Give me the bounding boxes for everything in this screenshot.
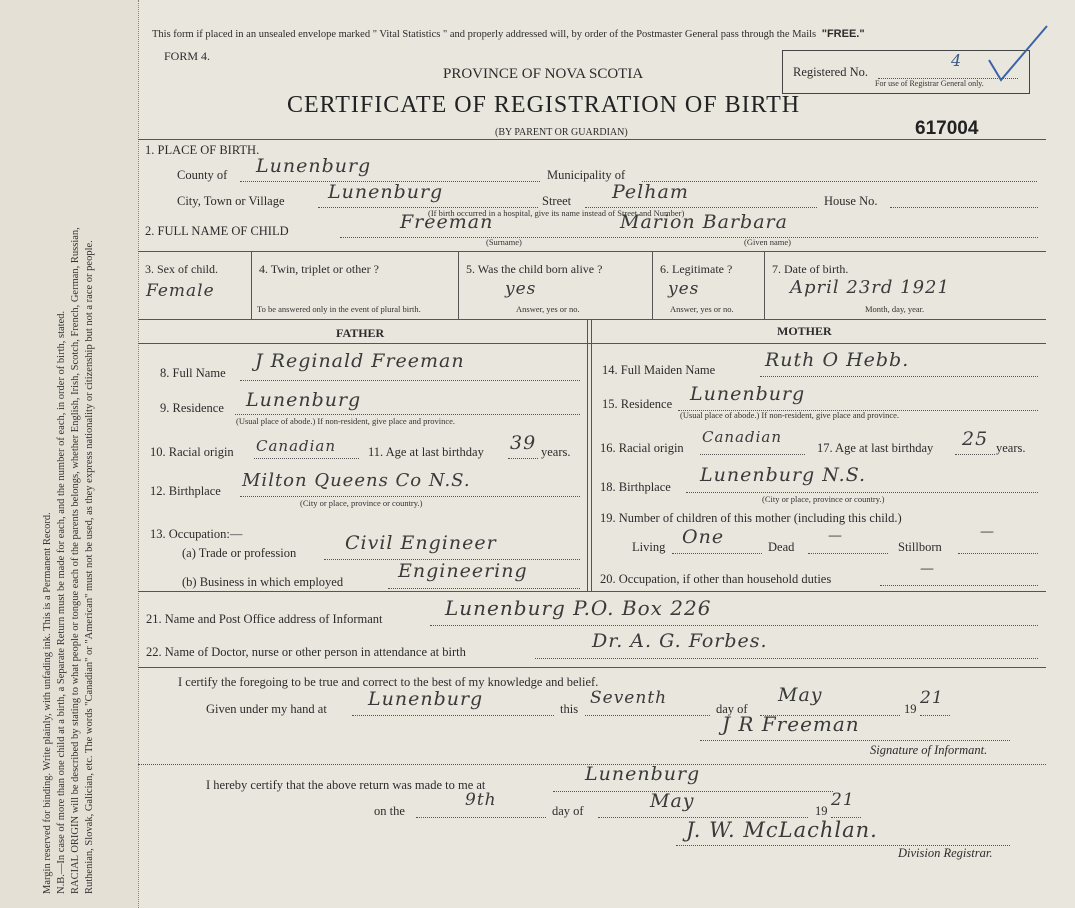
business-value: Engineering — [398, 560, 528, 582]
rule — [138, 251, 1046, 252]
certificate-title: CERTIFICATE OF REGISTRATION OF BIRTH — [287, 92, 801, 118]
street-value: Pelham — [612, 181, 689, 203]
living-value: One — [682, 526, 725, 548]
form-number: FORM 4. — [164, 49, 211, 63]
given-name-caption: (Given name) — [744, 237, 791, 247]
born-alive-value: yes — [505, 279, 537, 299]
municipality-line — [642, 181, 1037, 182]
street-label: Street — [542, 194, 572, 208]
born-alive-label: 5. Was the child born alive ? — [466, 262, 603, 276]
sex-label: 3. Sex of child. — [145, 262, 218, 276]
business-label: (b) Business in which employed — [182, 575, 344, 589]
rule — [138, 139, 1046, 140]
father-name-value: J Reginald Freeman — [255, 350, 465, 372]
father-residence-line — [235, 414, 580, 415]
father-years-label: years. — [541, 445, 571, 459]
registrar-year-value: 21 — [831, 790, 855, 810]
city-town-label: City, Town or Village — [177, 194, 285, 208]
child-name-line — [340, 237, 1038, 238]
father-birthplace-value: Milton Queens Co N.S. — [242, 470, 471, 491]
father-residence-label: 9. Residence — [160, 401, 224, 415]
child-name-label: 2. FULL NAME OF CHILD — [145, 224, 289, 238]
informant-line — [430, 625, 1038, 626]
attendant-value: Dr. A. G. Forbes. — [592, 630, 768, 652]
divider — [591, 319, 592, 591]
father-birthplace-label: 12. Birthplace — [150, 484, 221, 498]
informant-label: 21. Name and Post Office address of Informant — [146, 612, 383, 626]
business-line — [388, 588, 580, 589]
registrar-month-value: May — [650, 790, 695, 812]
date-of-birth-note: Month, day, year. — [865, 304, 925, 314]
date-of-birth-label: 7. Date of birth. — [772, 262, 849, 276]
day-of-label: day of — [716, 702, 748, 716]
mail-notice-text: This form if placed in an unsealed envelope marked " Vital Statistics " and properly addressed will, by order of the Postmaster General pass through the Mails — [152, 29, 817, 40]
mother-racial-line — [700, 454, 805, 455]
surname-caption: (Surname) — [486, 237, 522, 247]
sex-value: Female — [146, 281, 215, 301]
mother-racial-value: Canadian — [702, 428, 783, 446]
trade-label: (a) Trade or profession — [182, 546, 297, 560]
father-racial-label: 10. Racial origin — [150, 445, 234, 459]
divider — [764, 251, 765, 319]
mother-age-value: 25 — [962, 428, 989, 450]
rule — [138, 343, 1046, 344]
twin-note: To be answered only in the event of plural birth. — [257, 304, 421, 314]
province-heading: PROVINCE OF NOVA SCOTIA — [443, 66, 644, 82]
registrar-certify-text: I hereby certify that the above return was made to me at — [206, 778, 486, 792]
attendant-line — [535, 658, 1038, 659]
father-residence-value: Lunenburg — [246, 389, 362, 411]
father-residence-note: (Usual place of abode.) If non-resident, give place and province. — [236, 416, 456, 426]
given-day-line — [585, 715, 710, 716]
given-day-value: Seventh — [590, 688, 668, 708]
check-mark-icon — [985, 22, 1051, 88]
living-label: Living — [632, 540, 666, 554]
father-racial-line — [254, 458, 359, 459]
father-name-label: 8. Full Name — [160, 366, 226, 380]
mother-residence-value: Lunenburg — [690, 383, 806, 405]
mother-occupation-value: — — [920, 561, 935, 577]
legitimate-note: Answer, yes or no. — [670, 304, 734, 314]
margin-note: Margin reserved for binding. Write plainly, with unfading ink. This is a Permanent Record. — [42, 512, 53, 894]
informant-value: Lunenburg P.O. Box 226 — [445, 596, 712, 620]
mail-notice-free: "FREE." — [821, 28, 865, 40]
registrar-place-value: Lunenburg — [585, 763, 701, 785]
trade-value: Civil Engineer — [345, 532, 497, 554]
margin-note: N.B.—In case of more than one child at a birth, a Separate Return must be made for each, and the number of each, in order of birth, stated. — [56, 310, 67, 894]
children-count-label: 19. Number of children of this mother (including this child.) — [600, 511, 902, 525]
place-of-birth-label: 1. PLACE OF BIRTH. — [145, 143, 260, 157]
mother-name-line — [760, 376, 1038, 377]
mother-residence-note: (Usual place of abode.) If non-resident, give place and province. — [680, 410, 900, 420]
divider — [652, 251, 653, 319]
living-line — [672, 553, 762, 554]
mail-notice — [152, 28, 865, 40]
divider — [251, 251, 252, 319]
given-month-value: May — [778, 684, 823, 706]
mother-years-label: years. — [996, 441, 1026, 455]
father-birthplace-note: (City or place, province or country.) — [300, 498, 423, 508]
registrar-day-line — [416, 817, 546, 818]
mother-birthplace-line — [686, 492, 1038, 493]
father-birthplace-line — [240, 496, 580, 497]
informant-signature-caption: Signature of Informant. — [870, 743, 988, 757]
dead-value: — — [828, 528, 843, 544]
mother-birthplace-value: Lunenburg N.S. — [700, 464, 867, 486]
mother-age-label: 17. Age at last birthday — [817, 441, 934, 455]
stillborn-line — [958, 553, 1038, 554]
occupation-label: 13. Occupation:— — [150, 527, 243, 541]
father-age-label: 11. Age at last birthday — [368, 445, 484, 459]
rule — [138, 667, 1046, 668]
this-label: this — [560, 702, 579, 716]
stillborn-label: Stillborn — [898, 540, 942, 554]
rule — [138, 591, 1046, 592]
registrar-day-value: 9th — [465, 790, 497, 810]
informant-signature: J R Freeman — [722, 712, 860, 736]
informant-signature-line — [700, 740, 1010, 741]
divider — [458, 251, 459, 319]
given-place-line — [352, 715, 554, 716]
father-heading: FATHER — [336, 326, 385, 340]
twin-label: 4. Twin, triplet or other ? — [259, 262, 379, 276]
father-age-value: 39 — [510, 432, 537, 454]
registrar-signature: J. W. McLachlan. — [686, 818, 878, 842]
given-under-label: Given under my hand at — [206, 702, 327, 716]
mother-name-value: Ruth O Hebb. — [765, 349, 910, 371]
county-value: Lunenburg — [256, 155, 372, 177]
registered-label: Registered No. — [793, 65, 868, 79]
informant-certify-text: I certify the foregoing to be true and correct to the best of my knowledge and belief. — [178, 675, 599, 689]
given-year-value: 21 — [920, 688, 944, 708]
margin-notes — [41, 14, 97, 894]
given-place-value: Lunenburg — [368, 688, 484, 710]
binding-margin — [0, 0, 139, 908]
certificate-subtitle: (BY PARENT OR GUARDIAN) — [495, 127, 628, 138]
hospital-note: (If birth occurred in a hospital, give its name instead of Street and Number) — [428, 208, 685, 218]
born-alive-note: Answer, yes or no. — [516, 304, 580, 314]
mother-racial-label: 16. Racial origin — [600, 441, 684, 455]
dead-label: Dead — [768, 540, 795, 554]
child-surname: Freeman — [400, 211, 494, 233]
stillborn-value: — — [980, 524, 995, 540]
registrar-signature-caption: Division Registrar. — [898, 846, 993, 860]
divider — [587, 319, 588, 591]
registrar-day-of-label: day of — [552, 804, 584, 818]
mother-name-label: 14. Full Maiden Name — [602, 363, 716, 377]
municipality-label: Municipality of — [547, 168, 626, 182]
mother-heading: MOTHER — [777, 324, 832, 338]
dead-line — [808, 553, 888, 554]
mother-birthplace-note: (City or place, province or country.) — [762, 494, 885, 504]
mother-occupation-label: 20. Occupation, if other than household duties — [600, 572, 832, 586]
father-name-line — [240, 380, 580, 381]
mother-age-line — [955, 454, 995, 455]
child-given-name: Marion Barbara — [620, 211, 788, 233]
margin-note: RACIAL ORIGIN will be described by stating to what people or tongue each of the parents belongs, whether English, Irish, Scotch, French, German, Russian, — [70, 227, 81, 894]
attendant-label: 22. Name of Doctor, nurse or other person in attendance at birth — [146, 645, 466, 659]
margin-note: Ruthenian, Slovak, Galician, etc. The words "Canadian" or "American" must not be used, as they express nationality or citizenship but not a race or people. — [84, 240, 95, 894]
date-of-birth-value: April 23rd 1921 — [790, 277, 950, 298]
mother-occupation-line — [880, 585, 1038, 586]
rule — [138, 319, 1046, 320]
house-line — [890, 207, 1038, 208]
registered-value: 4 — [951, 51, 963, 70]
on-the-label: on the — [374, 804, 405, 818]
county-label: County of — [177, 168, 228, 182]
given-year-line — [920, 715, 950, 716]
town-value: Lunenburg — [328, 181, 444, 203]
certificate-number: 617004 — [915, 118, 979, 139]
father-racial-value: Canadian — [256, 437, 337, 455]
house-no-label: House No. — [824, 194, 878, 208]
mother-birthplace-label: 18. Birthplace — [600, 480, 671, 494]
year-prefix: 19 — [904, 702, 917, 716]
registrar-year-prefix: 19 — [815, 804, 828, 818]
mother-residence-label: 15. Residence — [602, 397, 673, 411]
legitimate-value: yes — [668, 279, 700, 299]
legitimate-label: 6. Legitimate ? — [660, 262, 733, 276]
father-age-line — [508, 458, 538, 459]
registered-note: For use of Registrar General only. — [875, 79, 984, 88]
